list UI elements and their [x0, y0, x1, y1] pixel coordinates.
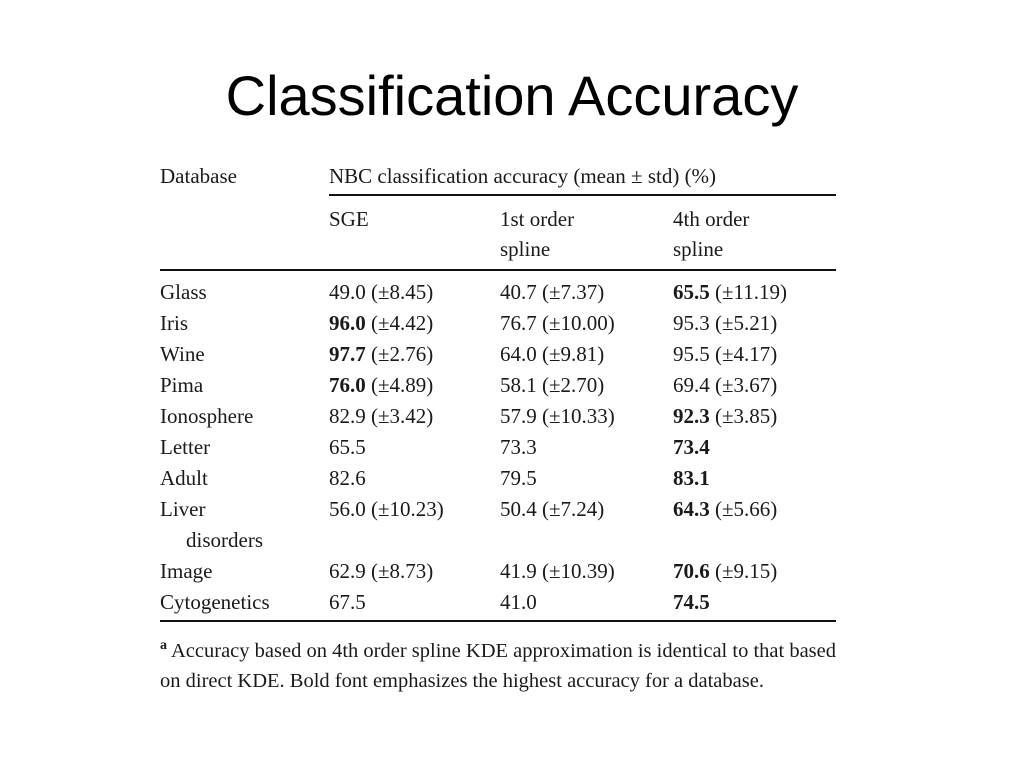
table-cell-name: Cytogenetics: [160, 590, 270, 614]
table-cell-s4: [673, 466, 710, 490]
table-cell-name: Ionosphere: [160, 404, 254, 428]
best-accuracy-value: 83.1: [673, 466, 710, 490]
table-cell-s4: [673, 590, 710, 614]
table-cell-name: Iris: [160, 311, 188, 335]
best-accuracy-value: 97.7: [329, 342, 366, 366]
footnote-text: Accuracy based on 4th order spline KDE approximation is identical to that based on direct KDE. Bold font emphasizes the highest accuracy for a database.: [160, 640, 836, 692]
std-value: (±9.15): [709, 559, 778, 583]
best-accuracy-value: 76.0: [329, 373, 366, 397]
table-cell-s1: 41.9 (±10.39): [500, 559, 615, 583]
footnote-mark: a: [160, 638, 167, 654]
table-cell-sge: 82.6: [329, 466, 366, 490]
table-cell-sge: 82.9 (±3.42): [329, 404, 434, 428]
table-cell-s1: 41.0: [500, 590, 537, 614]
std-value: (±5.66): [709, 497, 778, 521]
table-cell-name: Glass: [160, 280, 207, 304]
table-cell-s1: 57.9 (±10.33): [500, 404, 615, 428]
table-cell-sge: 49.0 (±8.45): [329, 280, 434, 304]
table-cell-s4: 69.4 (±3.67): [673, 373, 778, 397]
subheader-sge: SGE: [329, 207, 369, 231]
best-accuracy-value: 74.5: [673, 590, 710, 614]
table-cell-name: Letter: [160, 435, 211, 459]
table-cell-name-line2: disorders: [186, 528, 263, 552]
subheader-4th-order-line2: spline: [673, 237, 724, 261]
table-cell-sge: 62.9 (±8.73): [329, 559, 434, 583]
table-cell-sge: [329, 342, 433, 366]
table-cell-s1: 58.1 (±2.70): [500, 373, 605, 397]
table-cell-sge: 65.5: [329, 435, 366, 459]
best-accuracy-value: 65.5: [673, 280, 710, 304]
footnote: [160, 636, 836, 696]
table-cell-s4: [673, 280, 787, 304]
std-value: (±4.42): [365, 311, 434, 335]
table-cell-s1: 79.5: [500, 466, 537, 490]
table-cell-name: Image: [160, 559, 213, 583]
table-cell-s4: [673, 404, 777, 428]
bottom-rule: [160, 620, 836, 622]
table-cell-s4: [673, 435, 710, 459]
std-value: (±11.19): [709, 280, 787, 304]
best-accuracy-value: 96.0: [329, 311, 366, 335]
table-cell-s1: 73.3: [500, 435, 537, 459]
table-cell-sge: 67.5: [329, 590, 366, 614]
best-accuracy-value: 92.3: [673, 404, 710, 428]
std-value: (±2.76): [365, 342, 434, 366]
table-cell-name: Wine: [160, 342, 205, 366]
header-group: NBC classification accuracy (mean ± std) (%): [329, 164, 717, 188]
table-cell-name: Liver: [160, 497, 206, 521]
table-cell-s4: 95.3 (±5.21): [673, 311, 778, 335]
group-underline: [329, 194, 836, 196]
table-cell-s4: 95.5 (±4.17): [673, 342, 778, 366]
table-cell-s4: [673, 497, 777, 521]
table-cell-s1: 40.7 (±7.37): [500, 280, 605, 304]
subheader-4th-order: 4th order: [673, 207, 750, 231]
subheader-1st-order-line2: spline: [500, 237, 551, 261]
table-cell-sge: [329, 311, 433, 335]
subheader-1st-order: 1st order: [500, 207, 575, 231]
table-cell-s4: [673, 559, 777, 583]
std-value: (±4.89): [365, 373, 434, 397]
table-cell-name: Pima: [160, 373, 204, 397]
header-database: Database: [160, 164, 237, 188]
table-cell-s1: 76.7 (±10.00): [500, 311, 615, 335]
table-cell-s1: 64.0 (±9.81): [500, 342, 605, 366]
best-accuracy-value: 73.4: [673, 435, 710, 459]
table-cell-sge: 56.0 (±10.23): [329, 497, 444, 521]
best-accuracy-value: 70.6: [673, 559, 710, 583]
std-value: (±3.85): [709, 404, 778, 428]
slide-title: Classification Accuracy: [225, 64, 799, 127]
table-cell-s1: 50.4 (±7.24): [500, 497, 605, 521]
best-accuracy-value: 64.3: [673, 497, 710, 521]
table-cell-name: Adult: [160, 466, 208, 490]
table-cell-sge: [329, 373, 433, 397]
header-rule: [160, 269, 836, 271]
